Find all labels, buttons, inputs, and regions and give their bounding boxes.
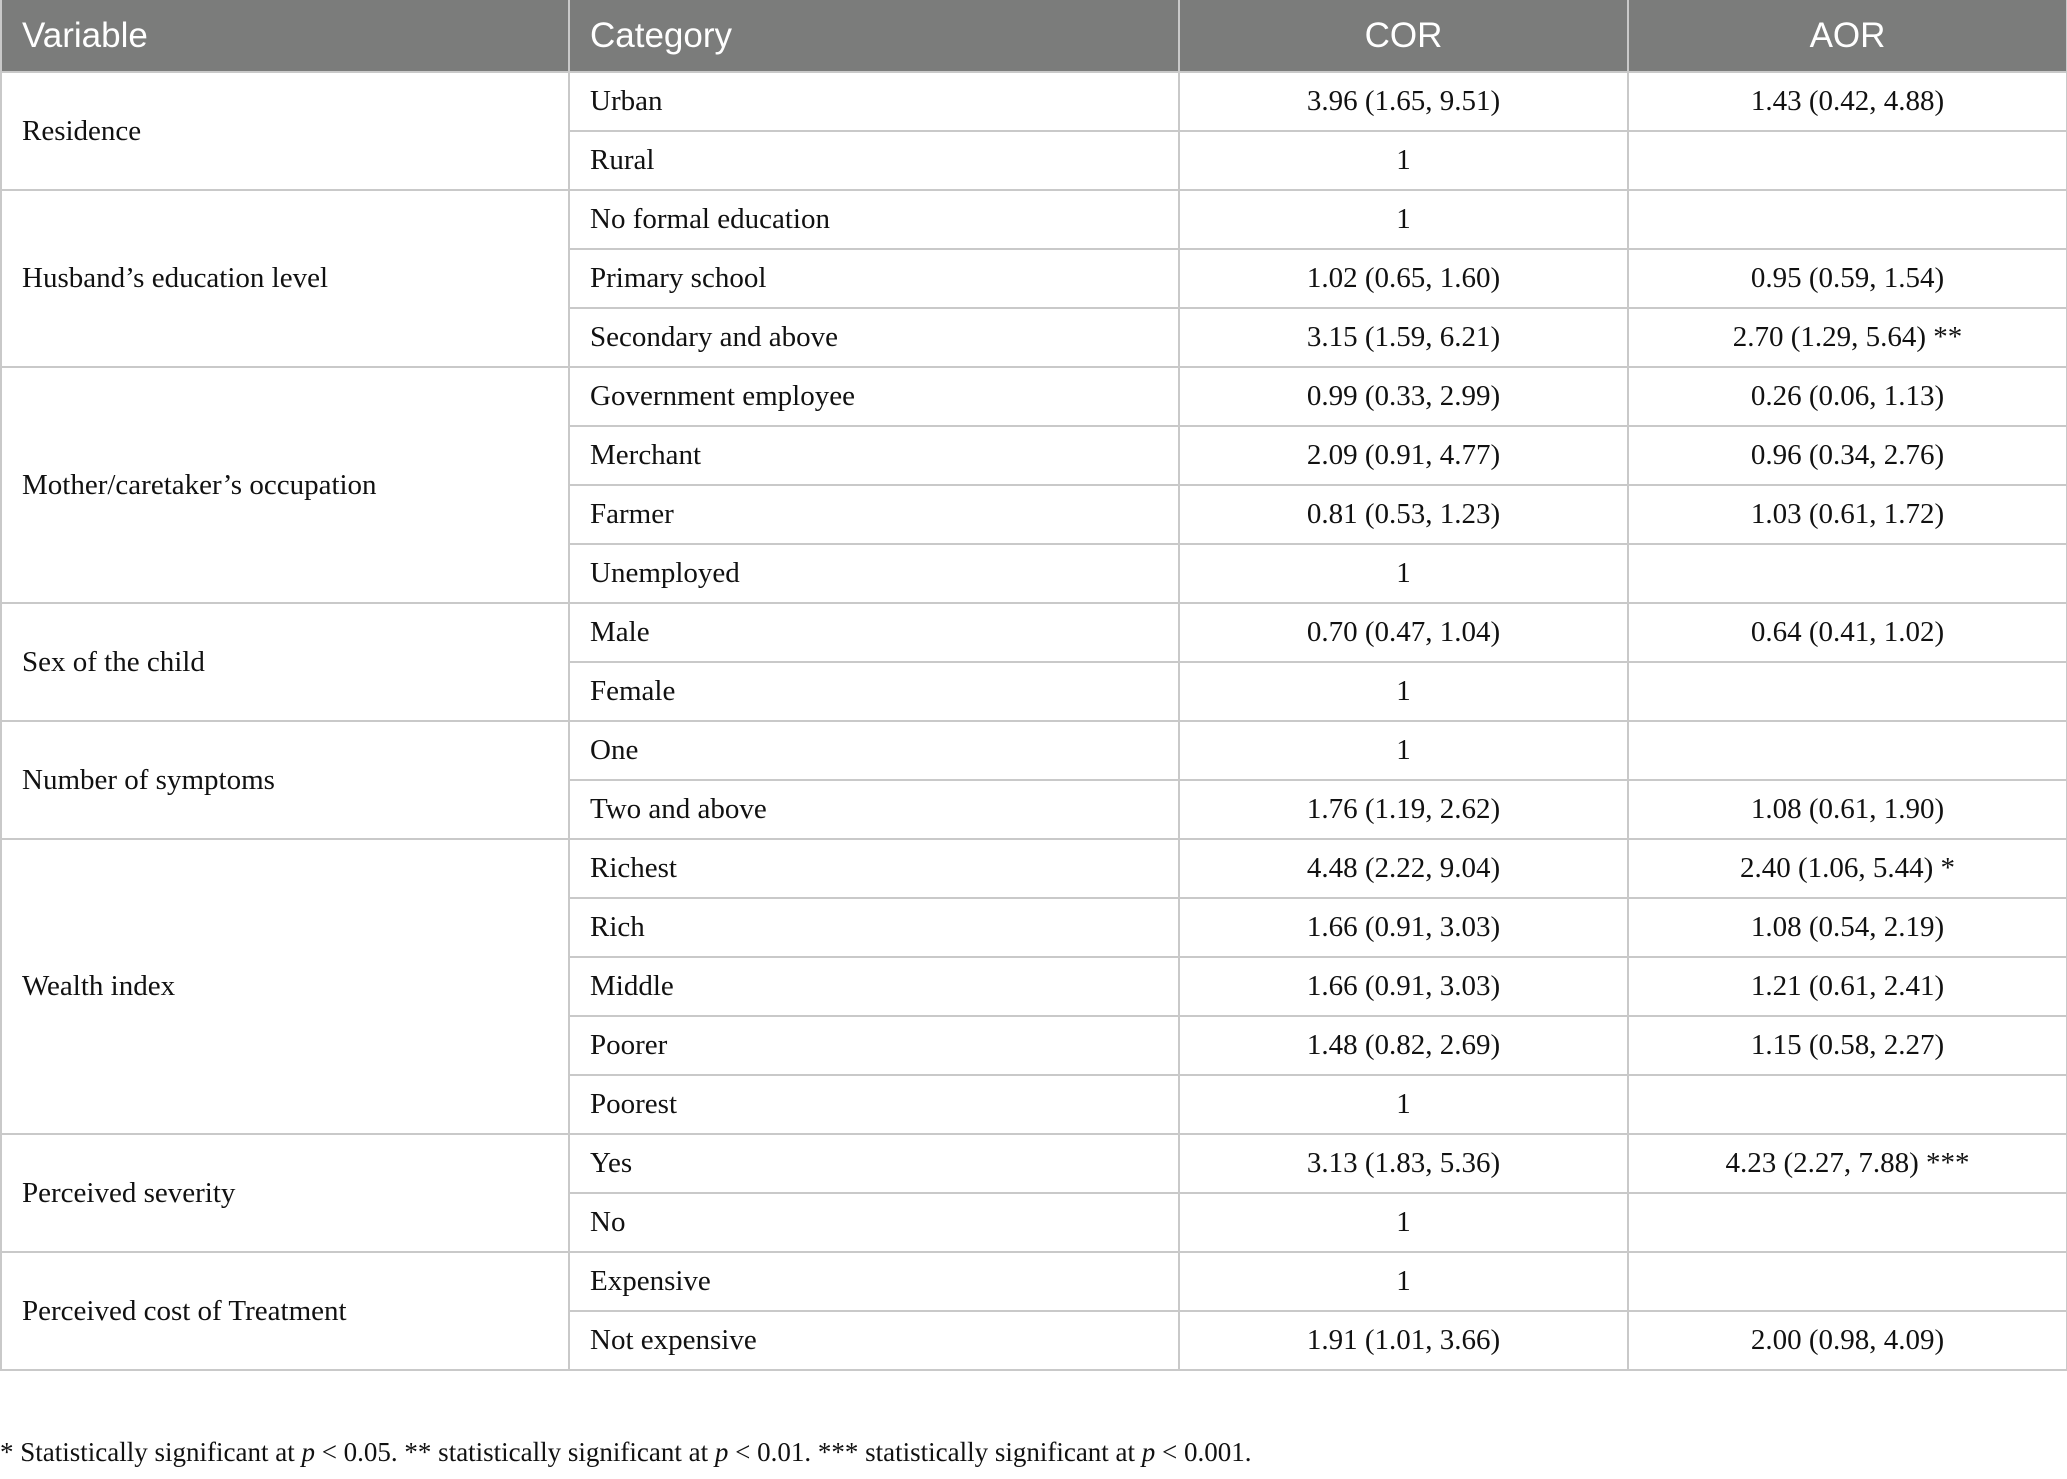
cor-cell: 1 (1179, 662, 1628, 721)
table-row (1, 190, 2067, 249)
cor-cell: 1 (1179, 1252, 1628, 1311)
category-cell: Expensive (569, 1252, 1179, 1311)
footnote-text: * Statistically significant at (0, 1437, 302, 1467)
header-aor: AOR (1628, 0, 2067, 72)
category-cell: Unemployed (569, 544, 1179, 603)
aor-cell: 2.70 (1.29, 5.64) ** (1628, 308, 2067, 367)
cor-cell: 1 (1179, 131, 1628, 190)
category-cell: Two and above (569, 780, 1179, 839)
variable-cell: Number of symptoms (1, 721, 569, 839)
header-cor: COR (1179, 0, 1628, 72)
cor-cell: 4.48 (2.22, 9.04) (1179, 839, 1628, 898)
cor-cell: 0.81 (0.53, 1.23) (1179, 485, 1628, 544)
footnote-p-symbol: p (301, 1437, 315, 1467)
table-row (1, 839, 2067, 898)
header-variable: Variable (1, 0, 569, 72)
aor-cell: 1.03 (0.61, 1.72) (1628, 485, 2067, 544)
table-header (1, 0, 2067, 72)
cor-cell: 3.96 (1.65, 9.51) (1179, 72, 1628, 131)
cor-cell: 1.76 (1.19, 2.62) (1179, 780, 1628, 839)
category-cell: Middle (569, 957, 1179, 1016)
cor-cell: 3.13 (1.83, 5.36) (1179, 1134, 1628, 1193)
category-cell: Richest (569, 839, 1179, 898)
cor-cell: 1 (1179, 721, 1628, 780)
category-cell: Merchant (569, 426, 1179, 485)
aor-cell (1628, 1075, 2067, 1134)
category-cell: No formal education (569, 190, 1179, 249)
variable-cell: Sex of the child (1, 603, 569, 721)
aor-cell: 1.43 (0.42, 4.88) (1628, 72, 2067, 131)
variable-cell: Mother/caretaker’s occupation (1, 367, 569, 603)
category-cell: Rural (569, 131, 1179, 190)
table-body (1, 72, 2067, 1370)
table-row (1, 367, 2067, 426)
aor-cell: 1.08 (0.54, 2.19) (1628, 898, 2067, 957)
cor-cell: 0.99 (0.33, 2.99) (1179, 367, 1628, 426)
cor-cell: 1.48 (0.82, 2.69) (1179, 1016, 1628, 1075)
category-cell: No (569, 1193, 1179, 1252)
aor-cell (1628, 544, 2067, 603)
aor-cell: 4.23 (2.27, 7.88) *** (1628, 1134, 2067, 1193)
category-cell: Poorer (569, 1016, 1179, 1075)
aor-cell: 0.95 (0.59, 1.54) (1628, 249, 2067, 308)
table-row (1, 1252, 2067, 1311)
variable-cell: Wealth index (1, 839, 569, 1134)
header-category: Category (569, 0, 1179, 72)
cor-cell: 0.70 (0.47, 1.04) (1179, 603, 1628, 662)
aor-cell (1628, 1252, 2067, 1311)
table-row (1, 603, 2067, 662)
aor-cell (1628, 662, 2067, 721)
footnote-p-symbol: p (714, 1437, 729, 1467)
aor-cell: 2.40 (1.06, 5.44) * (1628, 839, 2067, 898)
table-row (1, 721, 2067, 780)
cor-cell: 1.66 (0.91, 3.03) (1179, 898, 1628, 957)
variable-cell: Husband’s education level (1, 190, 569, 367)
cor-cell: 2.09 (0.91, 4.77) (1179, 426, 1628, 485)
category-cell: Primary school (569, 249, 1179, 308)
variable-cell: Residence (1, 72, 569, 190)
aor-cell: 1.15 (0.58, 2.27) (1628, 1016, 2067, 1075)
footnote-text: < 0.01. *** statistically significant at (728, 1437, 1142, 1467)
header-row (1, 0, 2067, 72)
cor-cell: 1.02 (0.65, 1.60) (1179, 249, 1628, 308)
category-cell: Yes (569, 1134, 1179, 1193)
cor-cell: 1.91 (1.01, 3.66) (1179, 1311, 1628, 1370)
table-row (1, 72, 2067, 131)
footnote-p-symbol: p (1141, 1437, 1156, 1467)
table-row (1, 1134, 2067, 1193)
cor-cell: 1 (1179, 1075, 1628, 1134)
footnote-text: < 0.001. (1155, 1437, 1252, 1467)
aor-cell (1628, 131, 2067, 190)
category-cell: Government employee (569, 367, 1179, 426)
cor-cell: 1 (1179, 544, 1628, 603)
aor-cell: 2.00 (0.98, 4.09) (1628, 1311, 2067, 1370)
variable-cell: Perceived cost of Treatment (1, 1252, 569, 1370)
cor-cell: 1.66 (0.91, 3.03) (1179, 957, 1628, 1016)
aor-cell (1628, 190, 2067, 249)
footnote-text: < 0.05. ** statistically significant at (314, 1437, 715, 1467)
variable-cell: Perceived severity (1, 1134, 569, 1252)
table-footnote (0, 1437, 1252, 1468)
cor-cell: 3.15 (1.59, 6.21) (1179, 308, 1628, 367)
category-cell: Not expensive (569, 1311, 1179, 1370)
category-cell: Urban (569, 72, 1179, 131)
category-cell: Farmer (569, 485, 1179, 544)
category-cell: Female (569, 662, 1179, 721)
category-cell: Secondary and above (569, 308, 1179, 367)
category-cell: Rich (569, 898, 1179, 957)
aor-cell: 0.64 (0.41, 1.02) (1628, 603, 2067, 662)
aor-cell: 1.21 (0.61, 2.41) (1628, 957, 2067, 1016)
category-cell: Poorest (569, 1075, 1179, 1134)
aor-cell (1628, 721, 2067, 780)
aor-cell: 1.08 (0.61, 1.90) (1628, 780, 2067, 839)
cor-cell: 1 (1179, 190, 1628, 249)
aor-cell (1628, 1193, 2067, 1252)
aor-cell: 0.26 (0.06, 1.13) (1628, 367, 2067, 426)
category-cell: Male (569, 603, 1179, 662)
category-cell: One (569, 721, 1179, 780)
cor-cell: 1 (1179, 1193, 1628, 1252)
aor-cell: 0.96 (0.34, 2.76) (1628, 426, 2067, 485)
